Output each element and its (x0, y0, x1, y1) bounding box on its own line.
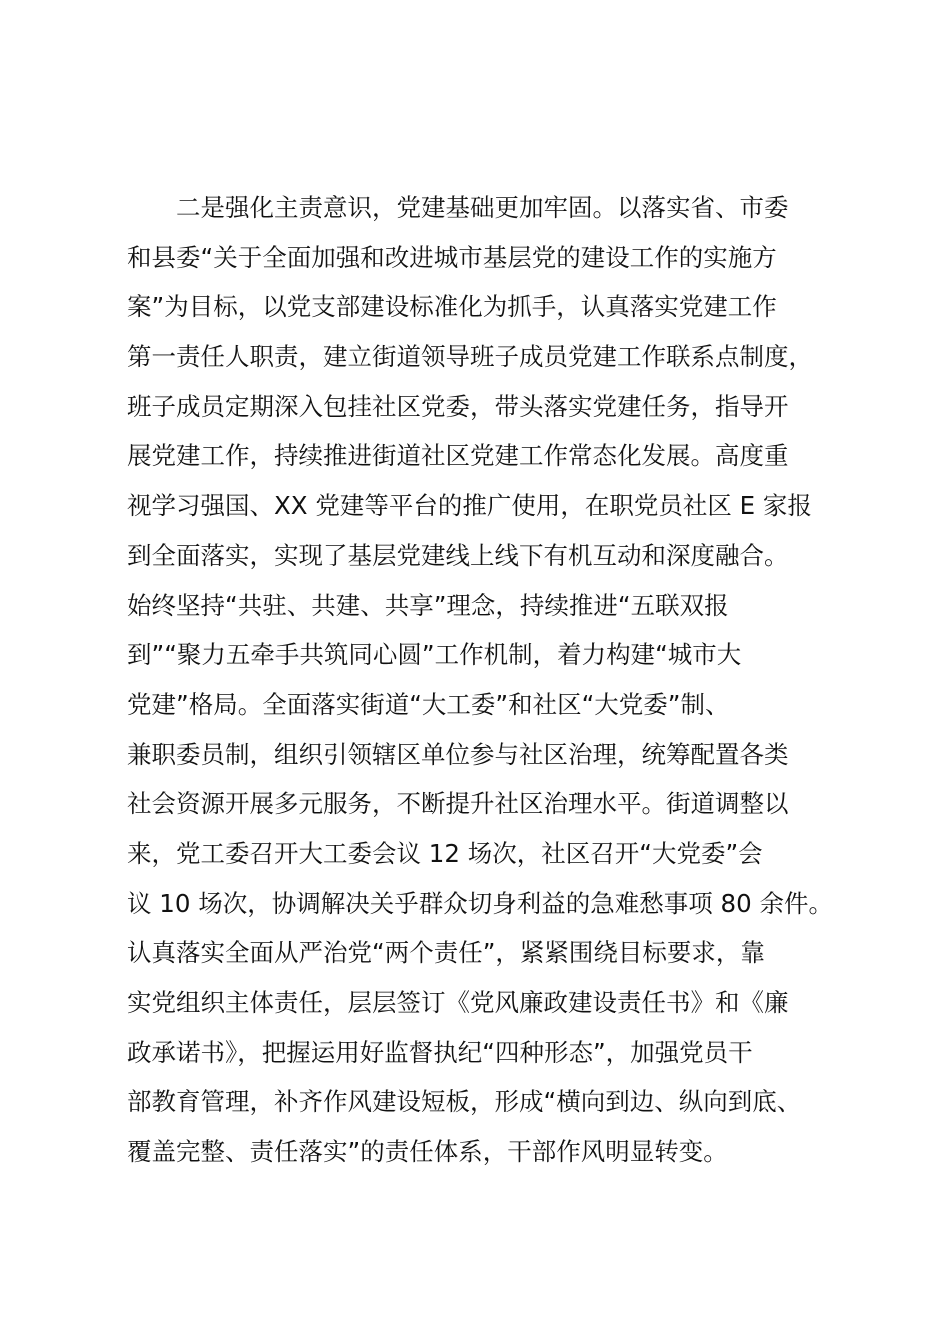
text-line: 党建”格局。全面落实街道“大工委”和社区“大党委”制、 (127, 689, 730, 719)
text-line: 到”“聚力五牵手共筑同心圆”工作机制，着力构建“城市大 (127, 640, 742, 670)
text-line: 议 10 场次，协调解决关乎群众切身利益的急难愁事项 80 余件。 (127, 888, 833, 918)
text-line: 覆盖完整、责任落实”的责任体系，干部作风明显转变。 (127, 1137, 728, 1167)
text-line: 始终坚持“共驻、共建、共享”理念，持续推进“五联双报 (127, 590, 729, 620)
text-line: 来，党工委召开大工委会议 12 场次，社区召开“大党委”会 (127, 838, 763, 868)
text-line: 展党建工作，持续推进街道社区党建工作常态化发展。高度重 (127, 441, 789, 471)
text-line: 到全面落实，实现了基层党建线上线下有机互动和深度融合。 (127, 540, 789, 570)
text-line: 和县委“关于全面加强和改进城市基层党的建设工作的实施方 (127, 242, 777, 272)
text-line: 社会资源开展多元服务，不断提升社区治理水平。街道调整以 (127, 789, 789, 819)
text-line: 二是强化主责意识，党建基础更加牢固。以落实省、市委 (176, 193, 789, 222)
text-line: 部教育管理，补齐作风建设短板，形成“横向到边、纵向到底、 (127, 1087, 802, 1117)
text-line: 实党组织主体责任，层层签订《党风廉政建设责任书》和《廉 (127, 988, 789, 1017)
body-paragraph (127, 183, 833, 1177)
text-line: 第一责任人职责，建立街道领导班子成员党建工作联系点制度， (127, 342, 813, 372)
text-line: 认真落实全面从严治党“两个责任”，紧紧围绕目标要求，靠 (127, 938, 765, 968)
text-line: 班子成员定期深入包挂社区党委，带头落实党建任务，指导开 (127, 391, 789, 421)
text-line: 视学习强国、XX 党建等平台的推广使用，在职党员社区 E 家报 (127, 491, 812, 521)
text-line: 兼职委员制，组织引领辖区单位参与社区治理，统筹配置各类 (127, 739, 789, 769)
text-line: 政承诺书》，把握运用好监督执纪“四种形态”，加强党员干 (127, 1037, 753, 1067)
text-line: 案”为目标，以党支部建设标准化为抓手，认真落实党建工作 (127, 292, 777, 322)
